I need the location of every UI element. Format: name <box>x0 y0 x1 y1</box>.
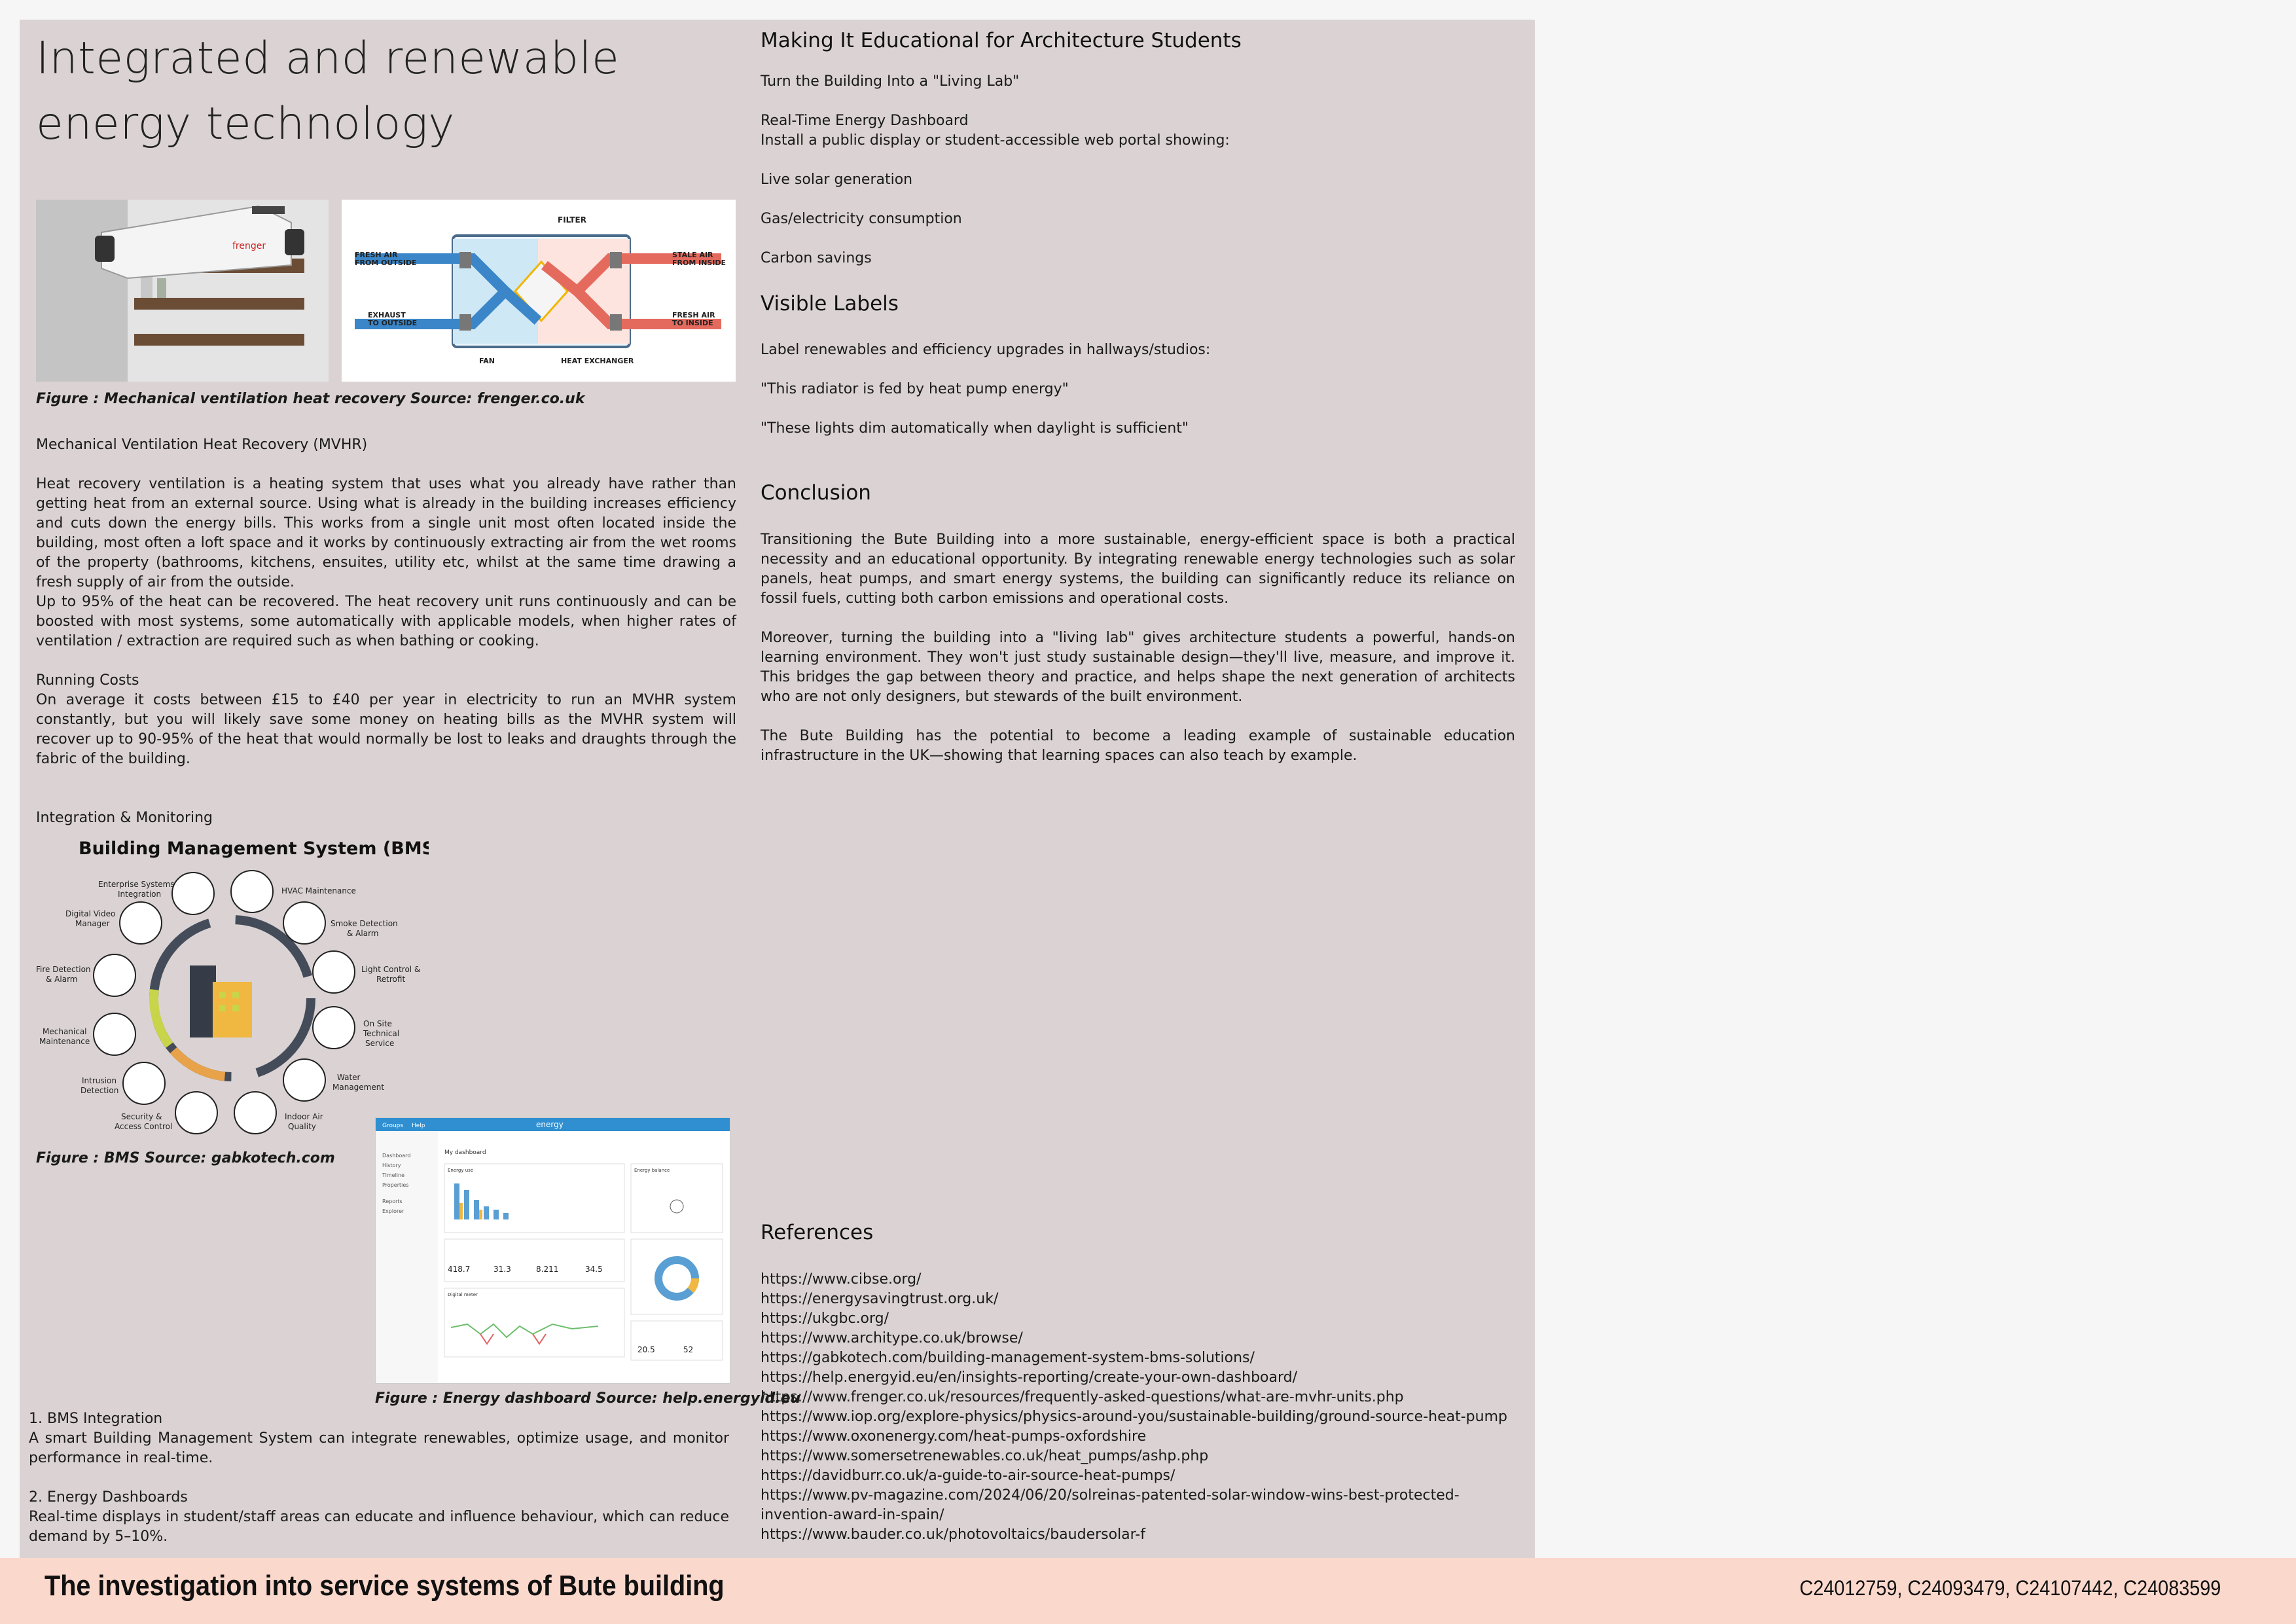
svg-text:Indoor Air: Indoor Air <box>285 1112 323 1121</box>
mvhr-caption: Figure : Mechanical ventilation heat recovery Source: frenger.co.uk <box>36 391 585 407</box>
reference-link[interactable]: https://www.bauder.co.uk/photovoltaics/baudersolar-f <box>761 1526 1145 1543</box>
svg-text:Maintenance: Maintenance <box>39 1037 90 1046</box>
svg-text:energy: energy <box>536 1120 564 1129</box>
svg-text:EXHAUST: EXHAUST <box>368 311 406 319</box>
svg-text:Management: Management <box>332 1083 385 1092</box>
energy-dashboards-text: Real-time displays in student/staff areas can educate and influence behaviour, which can reduce demand by 5–10%. <box>29 1509 729 1545</box>
integration-heading: Integration & Monitoring <box>36 810 213 826</box>
conclusion-paragraph-3: The Bute Building has the potential to become a leading example of sustainable education infrastructure in the UK—showing that learning spaces can also teach by example. <box>761 728 1515 764</box>
svg-text:20.5: 20.5 <box>637 1345 655 1354</box>
poster-title: Integrated and renewable energy technology <box>36 33 620 150</box>
dashboard-caption: Figure : Energy dashboard Source: help.energyid.eu <box>375 1390 801 1407</box>
svg-text:Manager: Manager <box>75 919 110 928</box>
references-heading: References <box>761 1221 874 1244</box>
svg-text:Security &: Security & <box>121 1112 162 1121</box>
svg-text:FAN: FAN <box>479 357 495 365</box>
svg-text:Technical: Technical <box>363 1029 400 1038</box>
svg-text:FROM INSIDE: FROM INSIDE <box>672 259 726 267</box>
running-costs-heading: Running Costs <box>36 672 139 689</box>
svg-text:31.3: 31.3 <box>493 1265 511 1274</box>
reference-link[interactable]: https://help.energyid.eu/en/insights-reporting/create-your-own-dashboard/ <box>761 1369 1298 1386</box>
realtime-dashboard-text: Install a public display or student-accessible web portal showing: <box>761 132 1230 149</box>
educational-heading: Making It Educational for Architecture Students <box>761 29 1242 52</box>
reference-link[interactable]: https://www.cibse.org/ <box>761 1271 922 1288</box>
reference-link[interactable]: https://www.pv-magazine.com/2024/06/20/solreinas-patented-solar-window-wins-best-protected-invention-award-in-spain/ <box>761 1487 1460 1523</box>
svg-text:Fire Detection: Fire Detection <box>36 965 91 974</box>
bms-integration-heading: 1. BMS Integration <box>29 1411 163 1427</box>
svg-text:On Site: On Site <box>363 1019 392 1028</box>
reference-link[interactable]: https://www.somersetrenewables.co.uk/heat_pumps/ashp.php <box>761 1448 1209 1464</box>
conclusion-heading: Conclusion <box>761 481 871 505</box>
svg-text:Building Management System (BM: Building Management System (BMS) <box>79 839 429 859</box>
live-solar-item: Live solar generation <box>761 171 913 188</box>
reference-link[interactable]: https://energysavingtrust.org.uk/ <box>761 1291 999 1307</box>
bms-caption: Figure : BMS Source: gabkotech.com <box>36 1150 335 1166</box>
svg-text:34.5: 34.5 <box>585 1265 603 1274</box>
svg-text:Reports: Reports <box>382 1199 403 1204</box>
svg-text:HEAT EXCHANGER: HEAT EXCHANGER <box>561 357 634 365</box>
visible-labels-section <box>761 340 1516 439</box>
label-text: Label renewables and efficiency upgrades in hallways/studios: <box>761 342 1211 358</box>
svg-text:Energy use: Energy use <box>448 1168 474 1173</box>
conclusion-paragraph-1: Transitioning the Bute Building into a more sustainable, energy-efficient space is both a practical necessity and an educational opportunity. By integrating renewable energy technologies such as solar panels, heat pumps, and smart energy systems, the building can significantly reduce its reliance on fossil fuels, cutting both carbon emissions and operational costs. <box>761 532 1515 607</box>
svg-text:TO OUTSIDE: TO OUTSIDE <box>368 319 418 327</box>
svg-text:52: 52 <box>683 1345 694 1354</box>
svg-text:Mechanical: Mechanical <box>43 1027 87 1036</box>
reference-link[interactable]: https://www.iop.org/explore-physics/physics-around-you/sustainable-building/ground-source-heat-pump <box>761 1409 1507 1425</box>
svg-text:Explorer: Explorer <box>382 1208 404 1214</box>
svg-text:Enterprise Systems: Enterprise Systems <box>98 880 175 889</box>
visible-labels-heading: Visible Labels <box>761 292 899 316</box>
svg-text:Intrusion: Intrusion <box>82 1076 117 1085</box>
references-list <box>761 1270 1520 1545</box>
svg-text:Smoke Detection: Smoke Detection <box>331 919 398 928</box>
svg-text:Retrofit: Retrofit <box>376 975 406 984</box>
quote-radiator: "This radiator is fed by heat pump energy" <box>761 381 1069 397</box>
footer-title: The investigation into service systems of Bute building <box>45 1570 725 1602</box>
mvhr-heading: Mechanical Ventilation Heat Recovery (MVHR) <box>36 437 368 453</box>
svg-text:HVAC Maintenance: HVAC Maintenance <box>281 886 356 895</box>
energy-dashboards-heading: 2. Energy Dashboards <box>29 1489 188 1506</box>
living-lab-text: Turn the Building Into a "Living Lab" <box>761 73 1020 90</box>
svg-text:Water: Water <box>337 1073 361 1082</box>
svg-text:Energy balance: Energy balance <box>634 1168 670 1173</box>
educational-section <box>761 72 1516 268</box>
mvhr-unit-photo <box>36 200 329 382</box>
svg-text:Detection: Detection <box>81 1086 119 1095</box>
svg-text:Integration: Integration <box>118 890 162 899</box>
reference-link[interactable]: https://www.oxonenergy.com/heat-pumps-oxfordshire <box>761 1428 1147 1445</box>
svg-text:8.211: 8.211 <box>536 1265 559 1274</box>
svg-text:FROM OUTSIDE: FROM OUTSIDE <box>355 259 417 267</box>
svg-text:FRESH AIR: FRESH AIR <box>672 311 715 319</box>
bms-energy-section <box>29 1409 729 1547</box>
svg-text:frenger: frenger <box>232 241 266 251</box>
reference-link[interactable]: https://www.architype.co.uk/browse/ <box>761 1330 1023 1346</box>
svg-text:Properties: Properties <box>382 1182 409 1188</box>
svg-text:FRESH AIR: FRESH AIR <box>355 251 398 259</box>
student-ids: C24012759, C24093479, C24107442, C24083599 <box>1799 1576 2221 1600</box>
footer-bar <box>0 1558 2296 1624</box>
energy-dashboard-image <box>375 1117 730 1384</box>
svg-text:Quality: Quality <box>288 1122 316 1131</box>
svg-text:FILTER: FILTER <box>558 215 586 225</box>
svg-text:Service: Service <box>365 1039 395 1048</box>
svg-text:Access Control: Access Control <box>115 1122 173 1131</box>
quote-lights: "These lights dim automatically when daylight is sufficient" <box>761 420 1189 437</box>
svg-text:& Alarm: & Alarm <box>46 975 78 984</box>
svg-text:TO INSIDE: TO INSIDE <box>672 319 713 327</box>
svg-text:Digital Video: Digital Video <box>65 909 116 918</box>
reference-link[interactable]: https://davidburr.co.uk/a-guide-to-air-source-heat-pumps/ <box>761 1468 1175 1484</box>
bms-integration-text: A smart Building Management System can integrate renewables, optimize usage, and monitor performance in real-time. <box>29 1430 729 1466</box>
realtime-dashboard-heading: Real-Time Energy Dashboard <box>761 113 969 129</box>
gas-electricity-item: Gas/electricity consumption <box>761 211 962 227</box>
svg-text:Timeline: Timeline <box>382 1172 405 1178</box>
mvhr-section <box>36 435 736 828</box>
svg-text:& Alarm: & Alarm <box>347 929 379 938</box>
running-costs-text: On average it costs between £15 to £40 per year in electricity to run an MVHR system constantly, but you will likely save some money on heating bills as the MVHR system will recover up to 90-95% of the heat that would normally be lost to leaks and draughts through the fabric of the building. <box>36 692 736 767</box>
svg-text:Light Control &: Light Control & <box>361 965 421 974</box>
reference-link[interactable]: https://www.frenger.co.uk/resources/frequently-asked-questions/what-are-mvhr-units.php <box>761 1389 1404 1405</box>
svg-text:Help: Help <box>412 1123 425 1129</box>
carbon-savings-item: Carbon savings <box>761 250 872 266</box>
reference-link[interactable]: https://gabkotech.com/building-management-system-bms-solutions/ <box>761 1350 1255 1366</box>
svg-text:Dashboard: Dashboard <box>382 1153 411 1159</box>
svg-text:History: History <box>382 1163 401 1168</box>
conclusion-section <box>761 530 1515 766</box>
svg-text:STALE AIR: STALE AIR <box>672 251 713 259</box>
mvhr-diagram <box>342 200 736 382</box>
svg-text:418.7: 418.7 <box>448 1265 471 1274</box>
svg-text:Groups: Groups <box>382 1123 404 1129</box>
conclusion-paragraph-2: Moreover, turning the building into a "living lab" gives architecture students a powerful, hands-on learning environment. They won't just study sustainable design—they'll live, measure, and improve it. This bridges the gap between theory and practice, and helps shape the next generation of architects who are not only designers, but stewards of the built environment. <box>761 630 1515 705</box>
mvhr-paragraph-1: Heat recovery ventilation is a heating system that uses what you already have rather than getting heat from an external source. Using what is already in the building increases efficiency and cuts down the energy bills. This works from a single unit most often located inside the building, most often a loft space and it works by continuously extracting air from the wet rooms of the property (bathrooms, kitchens, ensuites, utility etc, whilst at the same time drawing a fresh supply of air from the outside. <box>36 476 736 590</box>
svg-text:Digital meter: Digital meter <box>448 1292 478 1297</box>
mvhr-paragraph-2: Up to 95% of the heat can be recovered. The heat recovery unit runs continuously and can be boosted with most systems, some automatically with applicable models, when higher rates of ventilation / extraction are required such as when bathing or cooking. <box>36 594 736 649</box>
svg-text:My dashboard: My dashboard <box>444 1149 486 1156</box>
reference-link[interactable]: https://ukgbc.org/ <box>761 1310 889 1327</box>
bms-diagram <box>36 831 429 1139</box>
